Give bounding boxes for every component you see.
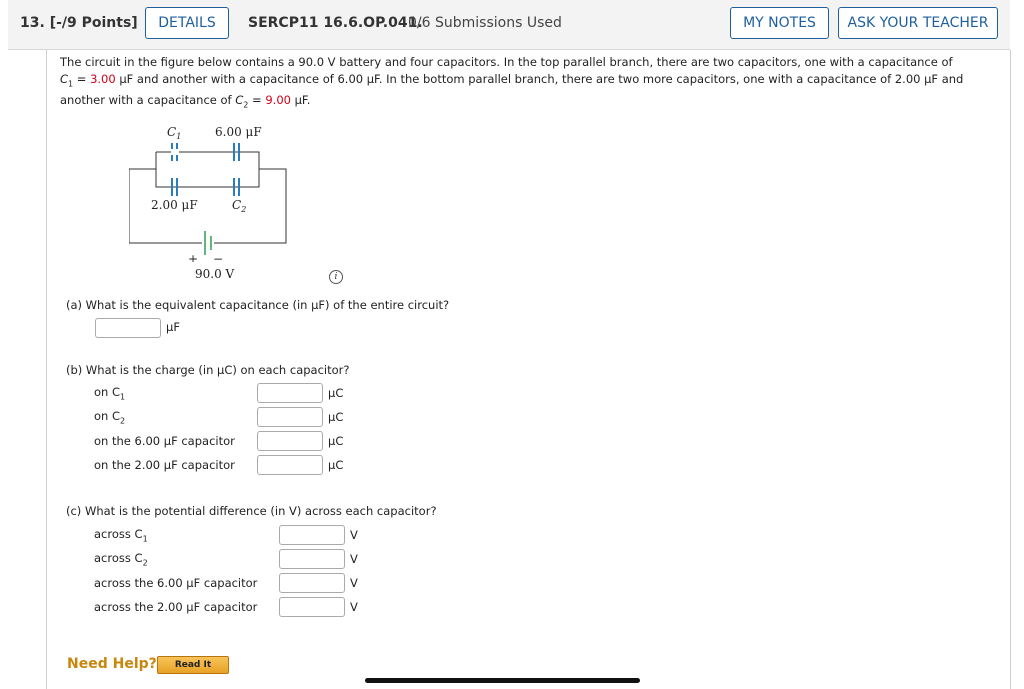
voltage-2uf-unit: V xyxy=(350,600,358,614)
voltage-2uf-input[interactable] xyxy=(279,597,345,617)
charge-c2-label: on $C_2$ xyxy=(94,409,126,426)
voltage-c2-label: across $C_2$ xyxy=(94,551,148,568)
part-b-prompt: (b) What is the charge (in μC) on each capacitor? xyxy=(66,363,350,377)
voltage-2uf-label: across the 2.00 μF capacitor xyxy=(94,600,258,614)
part-a-prompt: (a) What is the equivalent capacitance (in μF) of the entire circuit? xyxy=(66,298,450,312)
details-button[interactable]: DETAILS xyxy=(145,7,229,39)
charge-6uf-unit: μC xyxy=(328,434,344,448)
points-label: [-/9 Points] xyxy=(49,15,138,31)
equivalent-capacitance-input[interactable] xyxy=(95,318,161,338)
c2-value: 9.00 xyxy=(265,93,291,108)
voltage-6uf-input[interactable] xyxy=(279,573,345,593)
submissions-count: 0/6 Submissions Used xyxy=(408,15,562,31)
voltage-6uf-label: across the 6.00 μF capacitor xyxy=(94,576,258,590)
voltage-6uf-unit: V xyxy=(350,576,358,590)
info-icon[interactable]: i xyxy=(329,270,343,284)
voltage-c2-input[interactable] xyxy=(279,549,345,569)
charge-c1-label: on $C_1$ xyxy=(94,385,126,402)
label-2uf: 2.00 μF xyxy=(151,198,198,212)
horizontal-scrollbar[interactable] xyxy=(365,678,640,683)
charge-2uf-label: on the 2.00 μF capacitor xyxy=(94,458,235,472)
charge-6uf-label: on the 6.00 μF capacitor xyxy=(94,434,235,448)
question-number: 13. [-/9 Points] xyxy=(20,15,138,31)
voltage-c1-input[interactable] xyxy=(279,525,345,545)
charge-c1-unit: μC xyxy=(328,386,344,400)
part-a-unit: μF xyxy=(166,320,180,334)
charge-c1-input[interactable] xyxy=(257,383,323,403)
label-6uf: 6.00 μF xyxy=(215,125,262,139)
problem-code: SERCP11 16.6.OP.041. xyxy=(248,15,423,31)
my-notes-button[interactable]: MY NOTES xyxy=(730,7,829,39)
part-c-prompt: (c) What is the potential difference (in V) across each capacitor? xyxy=(66,504,437,518)
charge-2uf-input[interactable] xyxy=(257,455,323,475)
voltage-c1-label: across $C_1$ xyxy=(94,527,148,544)
circuit-diagram xyxy=(129,122,309,262)
read-it-button[interactable]: Read It xyxy=(157,656,229,674)
label-plus: + xyxy=(188,252,199,262)
question-body xyxy=(46,50,1011,689)
label-voltage: 90.0 V xyxy=(195,267,235,281)
c1-value: 3.00 xyxy=(90,72,116,86)
voltage-c2-unit: V xyxy=(350,552,358,566)
label-minus: − xyxy=(213,252,224,262)
charge-c2-unit: μC xyxy=(328,410,344,424)
question-header xyxy=(8,0,1010,50)
charge-2uf-unit: μC xyxy=(328,458,344,472)
voltage-c1-unit: V xyxy=(350,528,358,542)
label-c2: $C_2$ xyxy=(232,198,247,214)
need-help-label: Need Help? xyxy=(67,656,157,672)
label-c1: $C_1$ xyxy=(167,125,182,141)
ask-teacher-button[interactable]: ASK YOUR TEACHER xyxy=(838,7,998,39)
charge-c2-input[interactable] xyxy=(257,407,323,427)
problem-statement: The circuit in the figure below contains a 90.0 V battery and four capacitors. In the top parallel branch, there are two capacitors, one with a capacitance of $C_1 = 3.00$ μF and another with a capacitance of 6.00 μF. In the bottom parallel branch, there are two more capacitors, one with a capacitance of 2.00 μF and another with a capacitance of $C_2 = 9.00$ μF. xyxy=(60,55,964,110)
charge-6uf-input[interactable] xyxy=(257,431,323,451)
